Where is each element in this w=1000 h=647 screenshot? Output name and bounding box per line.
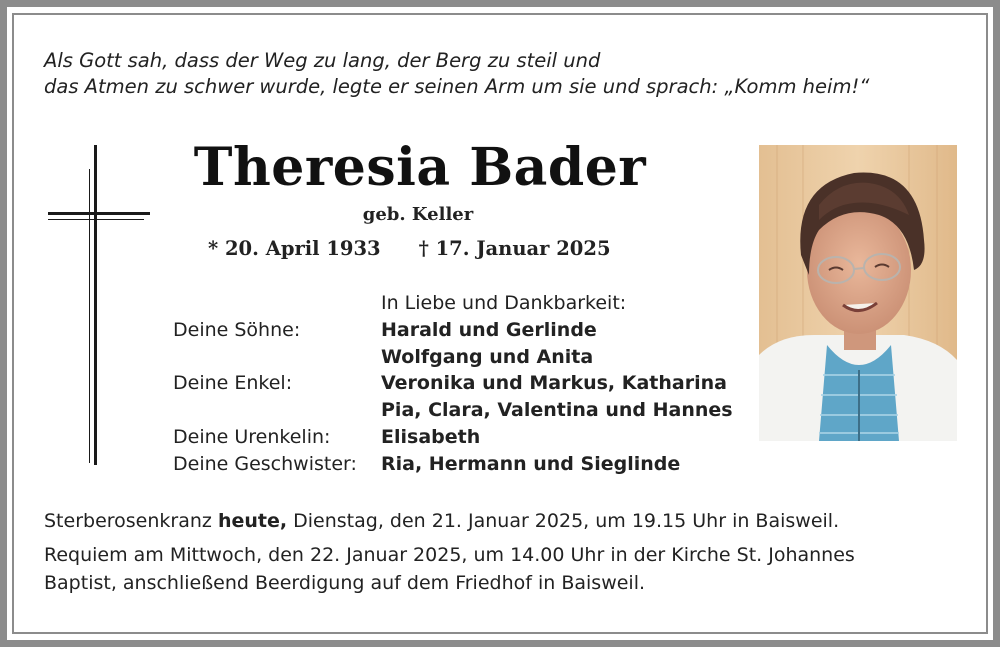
family-value: Ria, Hermann und Sieglinde (381, 452, 681, 475)
family-intro: In Liebe und Dankbarkeit: (381, 292, 627, 314)
family-row (173, 344, 733, 371)
family-label: Deine Geschwister: (173, 452, 357, 475)
family-row (173, 397, 733, 424)
family-row (173, 424, 733, 451)
family-label: Deine Urenkelin: (173, 425, 331, 448)
verse-line-1: Als Gott sah, dass der Weg zu lang, der Berg zu steil und (44, 49, 601, 72)
requiem-line-1: Requiem am Mittwoch, den 22. Januar 2025, um 14.00 Uhr in der Kirche St. Johannes (44, 544, 855, 566)
portrait-photo (759, 145, 957, 441)
family-list (173, 290, 733, 478)
maiden-name: geb. Keller (362, 204, 474, 225)
family-value: Elisabeth (381, 425, 481, 448)
family-label: Deine Enkel: (173, 372, 293, 395)
service-info (44, 507, 855, 597)
family-label (173, 344, 381, 371)
family-value: Pia, Clara, Valentina und Hannes (381, 399, 733, 422)
family-row (173, 451, 733, 478)
family-row (173, 370, 733, 397)
requiem-line-2: Baptist, anschließend Beerdigung auf dem Friedhof in Baisweil. (44, 572, 646, 594)
family-value: Wolfgang und Anita (381, 345, 594, 368)
family-label: Deine Söhne: (173, 318, 301, 341)
family-label (173, 397, 381, 424)
life-dates (208, 235, 611, 263)
rosary-prefix: Sterberosenkranz (44, 510, 212, 532)
cross-icon (44, 145, 154, 465)
family-value: Veronika und Markus, Katharina (381, 372, 727, 395)
memorial-verse (44, 48, 869, 100)
family-value: Harald und Gerlinde (381, 318, 597, 341)
deceased-name: Theresia Bader (193, 137, 647, 198)
rosary-details: Dienstag, den 21. Januar 2025, um 19.15 Uhr in Baisweil. (293, 510, 840, 532)
death-date: † 17. Januar 2025 (418, 237, 611, 260)
rosary-today: heute, (217, 510, 288, 532)
family-row (173, 317, 733, 344)
birth-date: * 20. April 1933 (208, 237, 381, 260)
rosary-line (44, 507, 855, 535)
verse-line-2: das Atmen zu schwer wurde, legte er seinen Arm um sie und sprach: „Komm heim!“ (44, 75, 870, 98)
